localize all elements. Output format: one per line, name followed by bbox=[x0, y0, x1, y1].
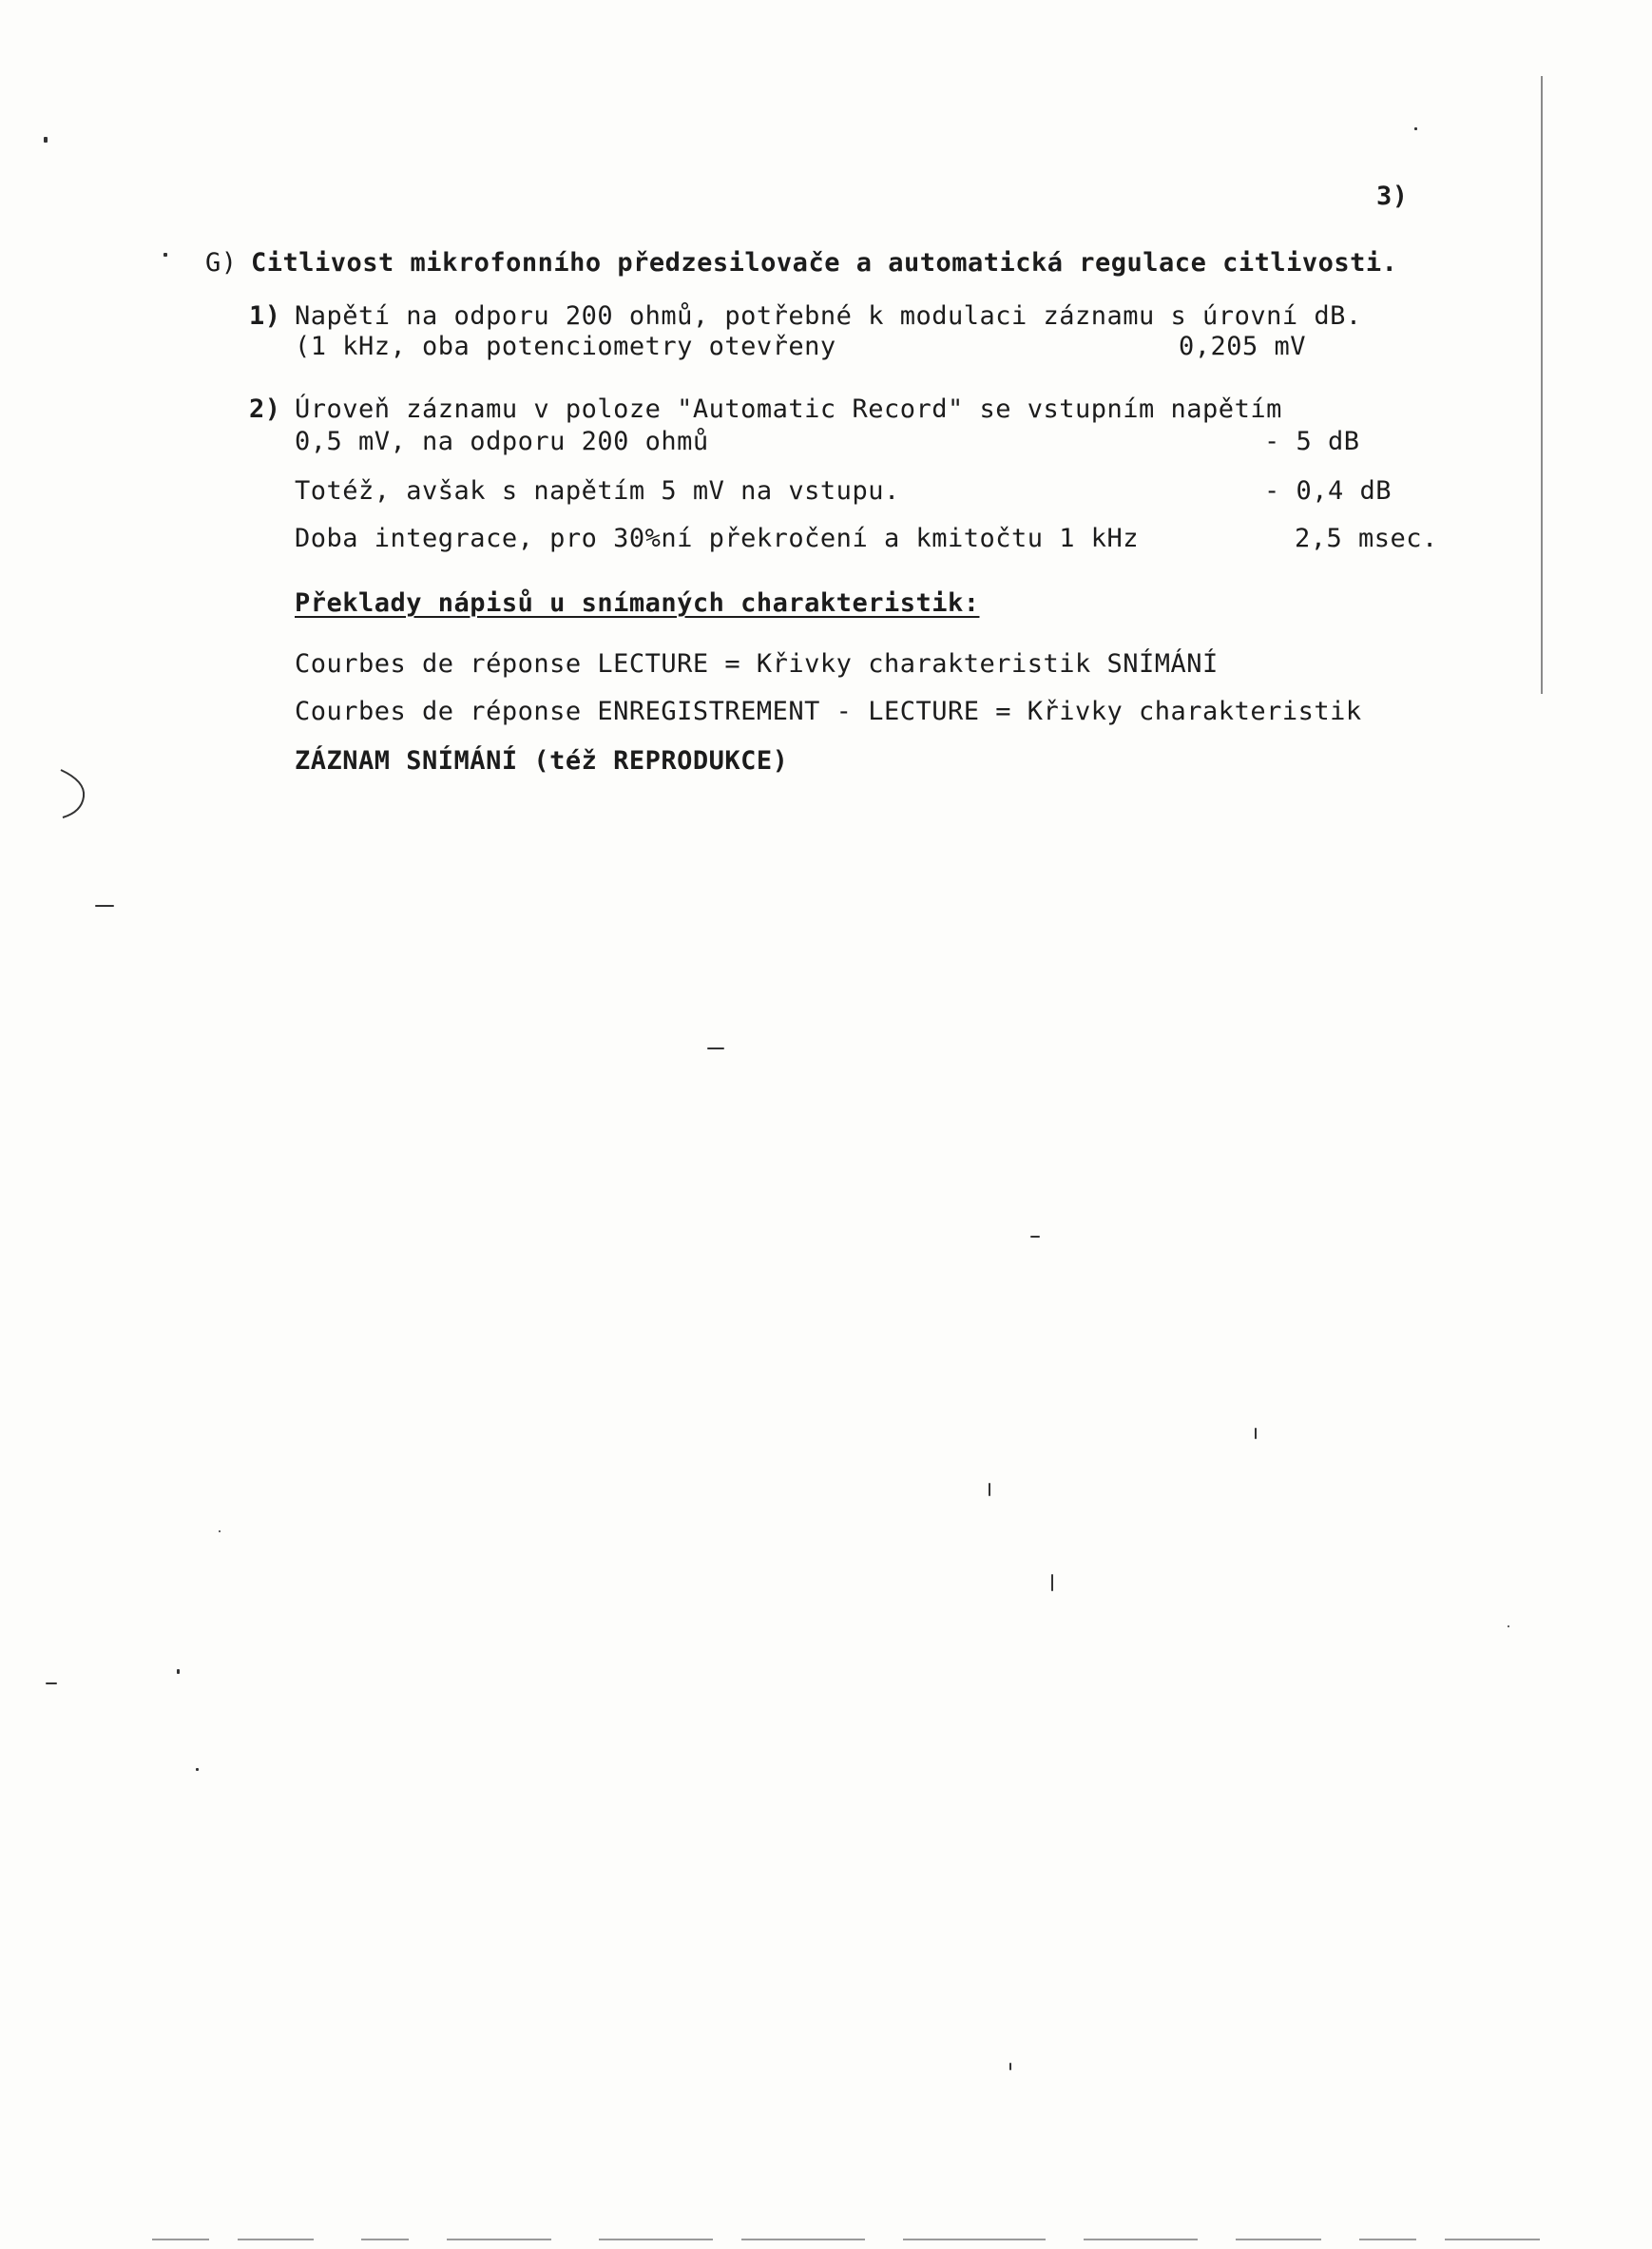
scan-line bbox=[1445, 2239, 1540, 2240]
scan-line bbox=[741, 2239, 865, 2240]
scan-line bbox=[1236, 2239, 1321, 2240]
translations-line2: Courbes de réponse ENREGISTREMENT - LECTURE = Křivky charakteristik bbox=[295, 697, 1362, 726]
scan-line bbox=[152, 2239, 209, 2240]
scan-speck bbox=[1255, 1428, 1257, 1439]
scan-speck bbox=[44, 137, 48, 143]
section-letter: G) bbox=[205, 248, 238, 278]
scan-edge-line bbox=[1541, 76, 1543, 694]
scan-line bbox=[599, 2239, 713, 2240]
scan-line bbox=[1084, 2239, 1198, 2240]
scan-speck bbox=[163, 253, 167, 257]
scan-speck bbox=[707, 1048, 724, 1049]
scan-speck bbox=[1009, 2063, 1011, 2070]
scan-line bbox=[1359, 2239, 1416, 2240]
item1-line2: (1 kHz, oba potenciometry otevřeny bbox=[295, 332, 836, 361]
scan-speck bbox=[1051, 1574, 1053, 1591]
item2-value2: - 5 dB bbox=[1264, 427, 1360, 456]
item2-value4: 2,5 msec. bbox=[1295, 524, 1438, 553]
item2-line3: Totéž, avšak s napětím 5 mV na vstupu. bbox=[295, 476, 900, 506]
item1-value: 0,205 mV bbox=[1179, 332, 1307, 361]
scan-speck bbox=[219, 1530, 221, 1532]
section-heading: Citlivost mikrofonního předzesilovače a automatická regulace citlivosti. bbox=[251, 248, 1398, 278]
item2-line4: Doba integrace, pro 30%ní překročení a kmitočtu 1 kHz bbox=[295, 524, 1140, 553]
translations-line3: ZÁZNAM SNÍMÁNÍ (též REPRODUKCE) bbox=[295, 746, 789, 776]
item1-number: 1) bbox=[249, 301, 281, 331]
scan-line bbox=[903, 2239, 1046, 2240]
item2-value3: - 0,4 dB bbox=[1264, 476, 1393, 506]
scan-speck bbox=[1414, 127, 1417, 130]
scan-line bbox=[238, 2239, 314, 2240]
scan-line bbox=[447, 2239, 551, 2240]
translations-heading: Překlady nápisů u snímaných charakteristik: bbox=[295, 588, 980, 618]
scan-speck bbox=[177, 1669, 180, 1674]
item1-line1: Napětí na odporu 200 ohmů, potřebné k modulaci záznamu s úrovní dB. bbox=[295, 301, 1362, 331]
scan-speck bbox=[1030, 1236, 1040, 1238]
scan-speck bbox=[989, 1483, 990, 1496]
translations-line1: Courbes de réponse LECTURE = Křivky charakteristik SNÍMÁNÍ bbox=[295, 649, 1219, 679]
scan-line bbox=[361, 2239, 409, 2240]
margin-bracket-mark bbox=[59, 768, 87, 819]
page-number: 3) bbox=[1376, 182, 1409, 211]
scan-speck bbox=[1508, 1625, 1509, 1627]
item2-number: 2) bbox=[249, 394, 281, 424]
scan-speck bbox=[95, 905, 114, 907]
scan-speck bbox=[46, 1682, 57, 1684]
item2-line2: 0,5 mV, na odporu 200 ohmů bbox=[295, 427, 709, 456]
item2-line1: Úroveň záznamu v poloze "Automatic Record" se vstupním napětím bbox=[295, 394, 1282, 424]
scan-speck bbox=[196, 1768, 199, 1771]
